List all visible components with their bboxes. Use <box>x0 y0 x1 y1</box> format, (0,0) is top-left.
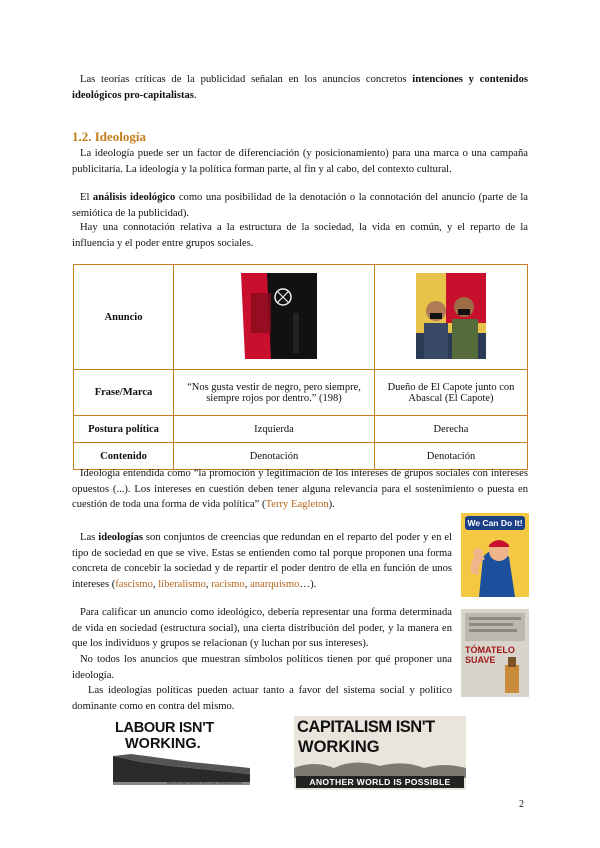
cap-line2: WORKING <box>298 738 380 756</box>
racismo-link[interactable]: racismo <box>211 578 245 590</box>
ideology-paragraph-2: El análisis ideológico como una posibilidad de la denotación o la connotación del anuncio (parte de la semiótica de la publicidad). <box>72 192 528 219</box>
liberalismo-link[interactable]: liberalismo <box>158 578 206 590</box>
eagleton-quote: Ideología entendida como “la promoción y legitimación de los intereses de grupos sociales con intereses opuestos (...). Los intereses en cuestión deben tener alguna relevancia para el sostenimiento o puesta en cuestión de toda una forma de vida política” (Terry Eagleton). <box>72 468 528 510</box>
page-number: 2 <box>519 799 524 810</box>
table-row <box>74 370 528 416</box>
table-row <box>74 416 528 443</box>
ideology-paragraph-3: Hay una connotación relativa a la estructura de la sociedad, la vida en común, y el reparto de la influencia y el poder entre grupos sociales. <box>72 222 528 249</box>
ad1-image <box>231 273 317 359</box>
ideology-paragraph-1: La ideología puede ser un factor de diferenciación (y posicionamiento) para una marca o una campaña publicitaria. La ideología y la política forman parte, al fin y al cabo, del contexto cultural. <box>72 148 528 175</box>
labour-line2: WORKING. <box>125 736 201 752</box>
anarquismo-link[interactable]: anarquismo <box>250 578 300 590</box>
ad1-contenido: Denotación <box>174 443 375 470</box>
ad1-frase: “Nos gusta vestir de negro, pero siempre, siempre rojos por dentro.” (198) <box>174 370 375 416</box>
labour-poster <box>111 718 252 790</box>
ads-table <box>73 264 528 470</box>
labour-line1: LABOUR ISN'T <box>115 720 214 736</box>
ad2-postura: Derecha <box>375 416 528 443</box>
ad2-image <box>416 273 486 359</box>
eagleton-link[interactable]: Terry Eagleton <box>265 499 329 510</box>
section-heading: 1.2. Ideología <box>72 129 147 144</box>
contenido-label: Contenido <box>74 443 174 470</box>
tomatelo-poster <box>461 609 529 697</box>
cap-line3: ANOTHER WORLD IS POSSIBLE <box>296 776 464 788</box>
fascismo-link[interactable]: fascismo <box>115 578 153 590</box>
ad2-frase: Dueño de El Capote junto con Abascal (El Capote) <box>375 370 528 416</box>
intro-paragraph: Las teorías críticas de la publicidad señalan en los anuncios concretos intenciones y contenidos ideológicos pro-capitalistas. <box>72 74 528 101</box>
anuncio-label: Anuncio <box>74 265 174 370</box>
capitalism-poster <box>294 716 466 790</box>
ad1-postura: Izquierda <box>174 416 375 443</box>
ideologias-paragraph: Las ideologías son conjuntos de creencias que redundan en el reparto del poder y en el tipo de sociedad en que se vive. Estas se entienden como tal porque proponen una forma concreta de concebir la sociedad y de repartir el poder dentro de ella en función de unos intereses (fascismo, liberalismo, racismo, anarquismo…). <box>72 532 452 590</box>
ad1-image-cell <box>174 265 375 370</box>
rosie-poster <box>461 513 529 597</box>
postura-label: Postura política <box>74 416 174 443</box>
crowd-illustration <box>294 758 466 778</box>
rosie-caption: We Can Do It! <box>467 518 523 528</box>
ad2-contenido: Denotación <box>375 443 528 470</box>
ad2-image-cell <box>375 265 528 370</box>
table-row <box>74 265 528 370</box>
calificar-paragraph: Para calificar un anuncio como ideológico, debería representar una forma determinada de vida en sociedad (estructura social), una cierta distribución del poder, y la manera en que los individuos y grupos se relacionan (y luchan por sus intereses). <box>72 607 452 649</box>
labour-small: BRITAIN'S BETTER OFF WITH THE CONSERVATIVES <box>167 781 242 785</box>
simbolos-paragraph: No todos los anuncios que muestran símbolos políticos tienen por qué proponer una ideología. <box>72 654 452 681</box>
cap-line1: CAPITALISM ISN'T <box>297 718 435 736</box>
tomatelo-caption: TÓMATELO SUAVE <box>465 645 515 665</box>
frase-label: Frase/Marca <box>74 370 174 416</box>
favor-contra-paragraph: Las ideologías políticas pueden actuar tanto a favor del sistema social y político dominante como en contra del mismo. <box>72 685 452 712</box>
